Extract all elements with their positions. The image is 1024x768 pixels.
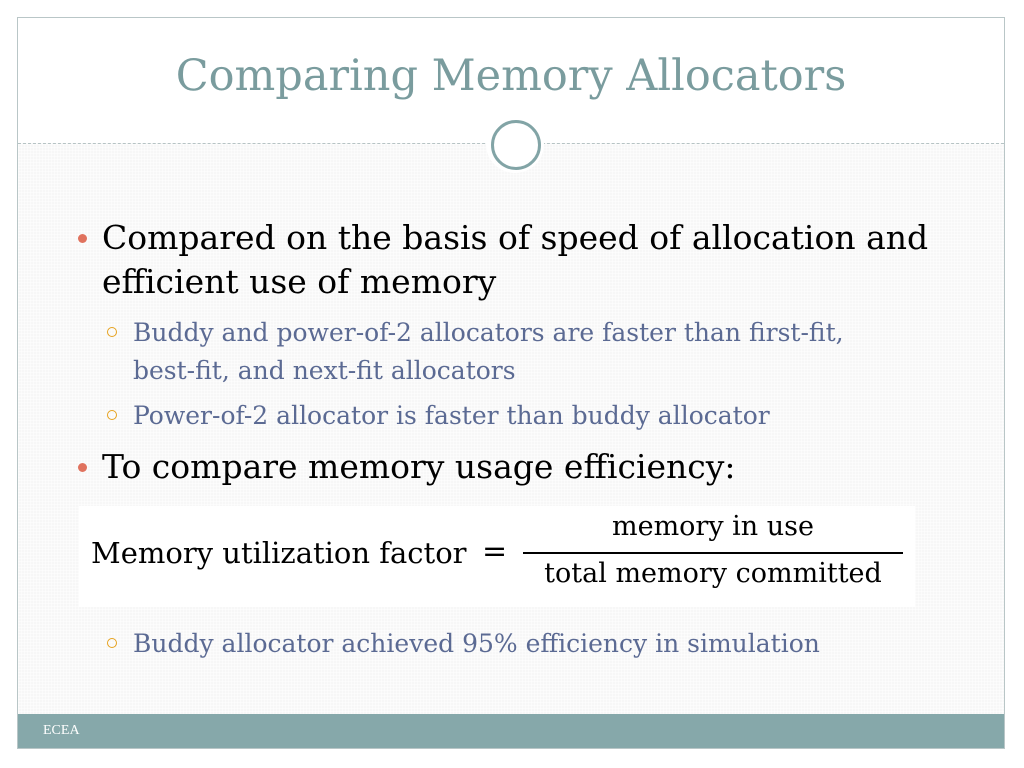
sub-bullet-buddy-95 (133, 625, 820, 663)
sub-bullet-line: Buddy allocator achieved 95% efficiency in simulation (133, 629, 820, 658)
bullet-dot-icon (78, 463, 87, 472)
sub-bullet-line: best-fit, and next-fit allocators (133, 356, 516, 385)
bullet-line: To compare memory usage efficiency: (102, 447, 736, 486)
sub-bullet-circle-icon (107, 410, 117, 420)
sub-bullet-circle-icon (107, 638, 117, 648)
sub-bullet-circle-icon (107, 327, 117, 337)
footer-label: ECEA (43, 723, 80, 738)
formula-lhs: Memory utilization factor (91, 536, 467, 570)
ornament-ring-icon (491, 120, 541, 170)
slide (17, 17, 1005, 749)
formula-numerator: memory in use (611, 511, 814, 542)
bullet-dot-icon (78, 234, 87, 243)
bullet-usage-efficiency (102, 445, 736, 489)
sub-bullet-line: Buddy and power-of-2 allocators are faster than first-fit, (133, 318, 844, 347)
bullet-speed-efficiency (102, 216, 928, 304)
fraction-bar (523, 552, 903, 554)
formula-denominator: total memory committed (544, 558, 882, 589)
slide-title: Comparing Memory Allocators (175, 51, 847, 101)
sub-bullet-line: Power-of-2 allocator is faster than buddy allocator (133, 401, 770, 430)
formula-equals: = (482, 534, 508, 569)
bullet-line: efficient use of memory (102, 262, 497, 301)
sub-bullet-power-of-2 (133, 397, 770, 435)
bullet-line: Compared on the basis of speed of allocation and (102, 218, 929, 257)
utilization-formula (79, 506, 915, 607)
sub-bullet-buddy-faster (133, 314, 844, 390)
footer-bar (18, 714, 1004, 748)
